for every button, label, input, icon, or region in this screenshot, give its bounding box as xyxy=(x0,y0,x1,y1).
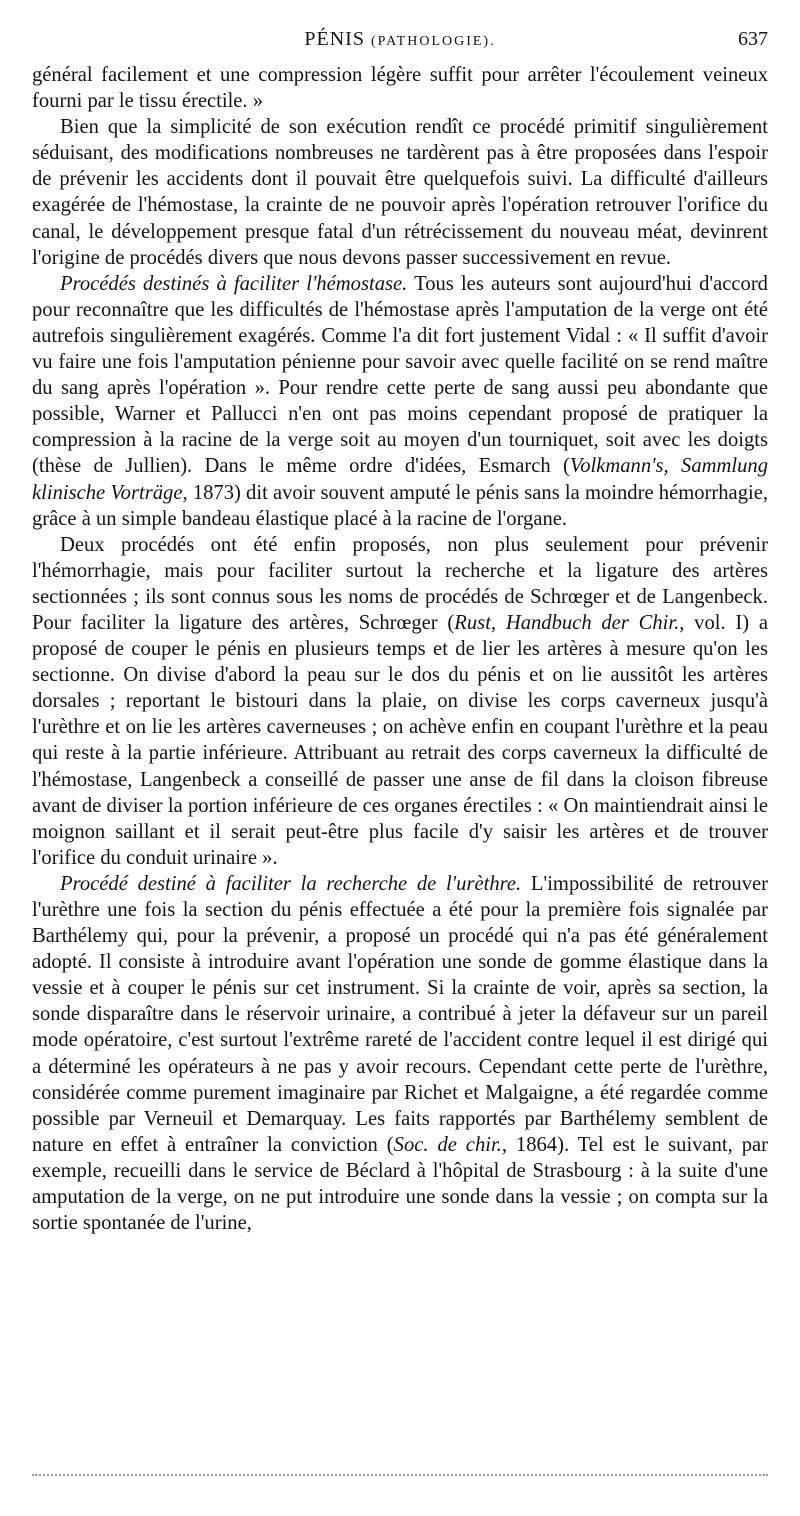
text-run: Tous les auteurs sont aujourd'hui d'accord pour reconnaître que les difficultés de l'hémostase après l'amputation de la verge ont été autrefois singulièrement exagérés. Comme l'a dit fort justement Vidal : « Il suffit d'avoir vu faire une fois l'amputation pénienne pour savoir avec quelle facilité on se rend maître du sang après l'opération ». Pour rendre cette perte de sang aussi peu abondante que possible, Warner et Pallucci n'en ont pas moins cependant proposé de pratiquer la compression à la racine de la verge soit au moyen d'un tourniquet, soit avec les doigts (thèse de Jullien). Dans le même ordre d'idées, Esmarch ( xyxy=(32,272,768,478)
italic-text: Soc. de chir. xyxy=(393,1133,502,1156)
footer-dotted-rule xyxy=(32,1474,768,1476)
italic-text: Rust, Handbuch der Chir. xyxy=(454,611,680,634)
page-number: 637 xyxy=(738,28,768,50)
running-title-sub: (PATHOLOGIE). xyxy=(370,34,496,49)
running-header xyxy=(32,28,768,62)
text-run: Deux procédés ont été enfin proposés, non plus seulement pour prévenir l'hémorrhagie, mais pour faciliter surtout la recherche et la ligature des artères sectionnées ; ils sont connus sous les noms de procédés de Schrœger et de Langenbeck. Pour faciliter la ligature des artères, Schrœger ( xyxy=(32,533,768,634)
text-run: , vol. I) a proposé de couper le pénis en plusieurs temps et de lier les artères à mesure qu'on les sectionne. On divise d'abord la peau sur le dos du pénis et on lie aussitôt les artères dorsales ; reportant le bistouri dans la plaie, on divise les corps caverneux jusqu'à l'urèthre et on lie les artères caverneuses ; on achève enfin en coupant l'urèthre et la peau qui reste à la partie inférieure. Attribuant au retrait des corps caverneux la difficulté de l'hémostase, Langenbeck a conseillé de passer une anse de fil dans la cloison fibreuse avant de diviser la portion inférieure de ces organes érectiles : « On maintiendrait ainsi le moignon saillant et il serait peut-être plus facile d'y saisir les artères et de trouver l'orifice du conduit urinaire ». xyxy=(32,611,768,869)
page xyxy=(32,28,768,1236)
italic-text: Procédés destinés à faciliter l'hémostase. xyxy=(60,272,408,295)
running-title-main: PÉNIS xyxy=(304,28,365,50)
text-run: , 1864). Tel est le suivant, par exemple, recueilli dans le service de Béclard à l'hôpital de Strasbourg : à la suite d'une amputation de la verge, on ne put introduire une sonde dans la vessie ; on compta sur la sortie spontanée de l'urine, xyxy=(32,1133,768,1235)
italic-text: Procédé destiné à faciliter la recherche de l'urèthre. xyxy=(60,872,522,895)
paragraph xyxy=(32,532,768,871)
running-title xyxy=(32,28,768,51)
paragraph xyxy=(32,114,768,271)
body-text xyxy=(32,62,768,1236)
paragraph xyxy=(32,271,768,532)
text-run: Bien que la simplicité de son exécution rendît ce procédé primitif singulièrement séduisant, des modifications nombreuses ne tardèrent pas à être proposées dans l'espoir de prévenir les accidents dont il pouvait être quelquefois suivi. La difficulté d'ailleurs exagérée de l'hémostase, la crainte de ne pouvoir après l'opération retrouver l'orifice du canal, le développement presque fatal d'un rétrécissement du nouveau méat, devinrent l'origine de procédés divers que nous devons passer successivement en revue. xyxy=(32,116,768,269)
text-run: général facilement et une compression légère suffit pour arrêter l'écoulement veineux fourni par le tissu érectile. » xyxy=(32,64,768,113)
italic-text: Volkmann's, Sammlung klinische Vorträge, xyxy=(32,455,768,504)
paragraph xyxy=(32,62,768,114)
paragraph xyxy=(32,871,768,1236)
text-run: 1873) dit avoir souvent amputé le pénis sans la moindre hémorrhagie, grâce à un simple bandeau élastique placé à la racine de l'organe. xyxy=(32,481,768,530)
text-run: L'impossibilité de retrouver l'urèthre une fois la section du pénis effectuée a été pour la première fois signalée par Barthélemy qui, pour la prévenir, a proposé un procédé qui n'a pas été généralement adopté. Il consiste à introduire avant l'opération une sonde de gomme élastique dans la vessie et à couper le pénis sur cet instrument. Si la crainte de voir, après sa section, la sonde disparaître dans le réservoir urinaire, a contribué à jeter la défaveur sur un pareil mode opératoire, c'est surtout l'extrême rareté de l'accident contre lequel il est dirigé qui a déterminé les opérateurs à ne pas y avoir recours. Cependant cette perte de l'urèthre, considérée comme purement imaginaire par Richet et Malgaigne, a été regardée comme possible par Verneuil et Demarquay. Les faits rapportés par Barthélemy semblent de nature en effet à entraîner la conviction ( xyxy=(32,872,768,1156)
